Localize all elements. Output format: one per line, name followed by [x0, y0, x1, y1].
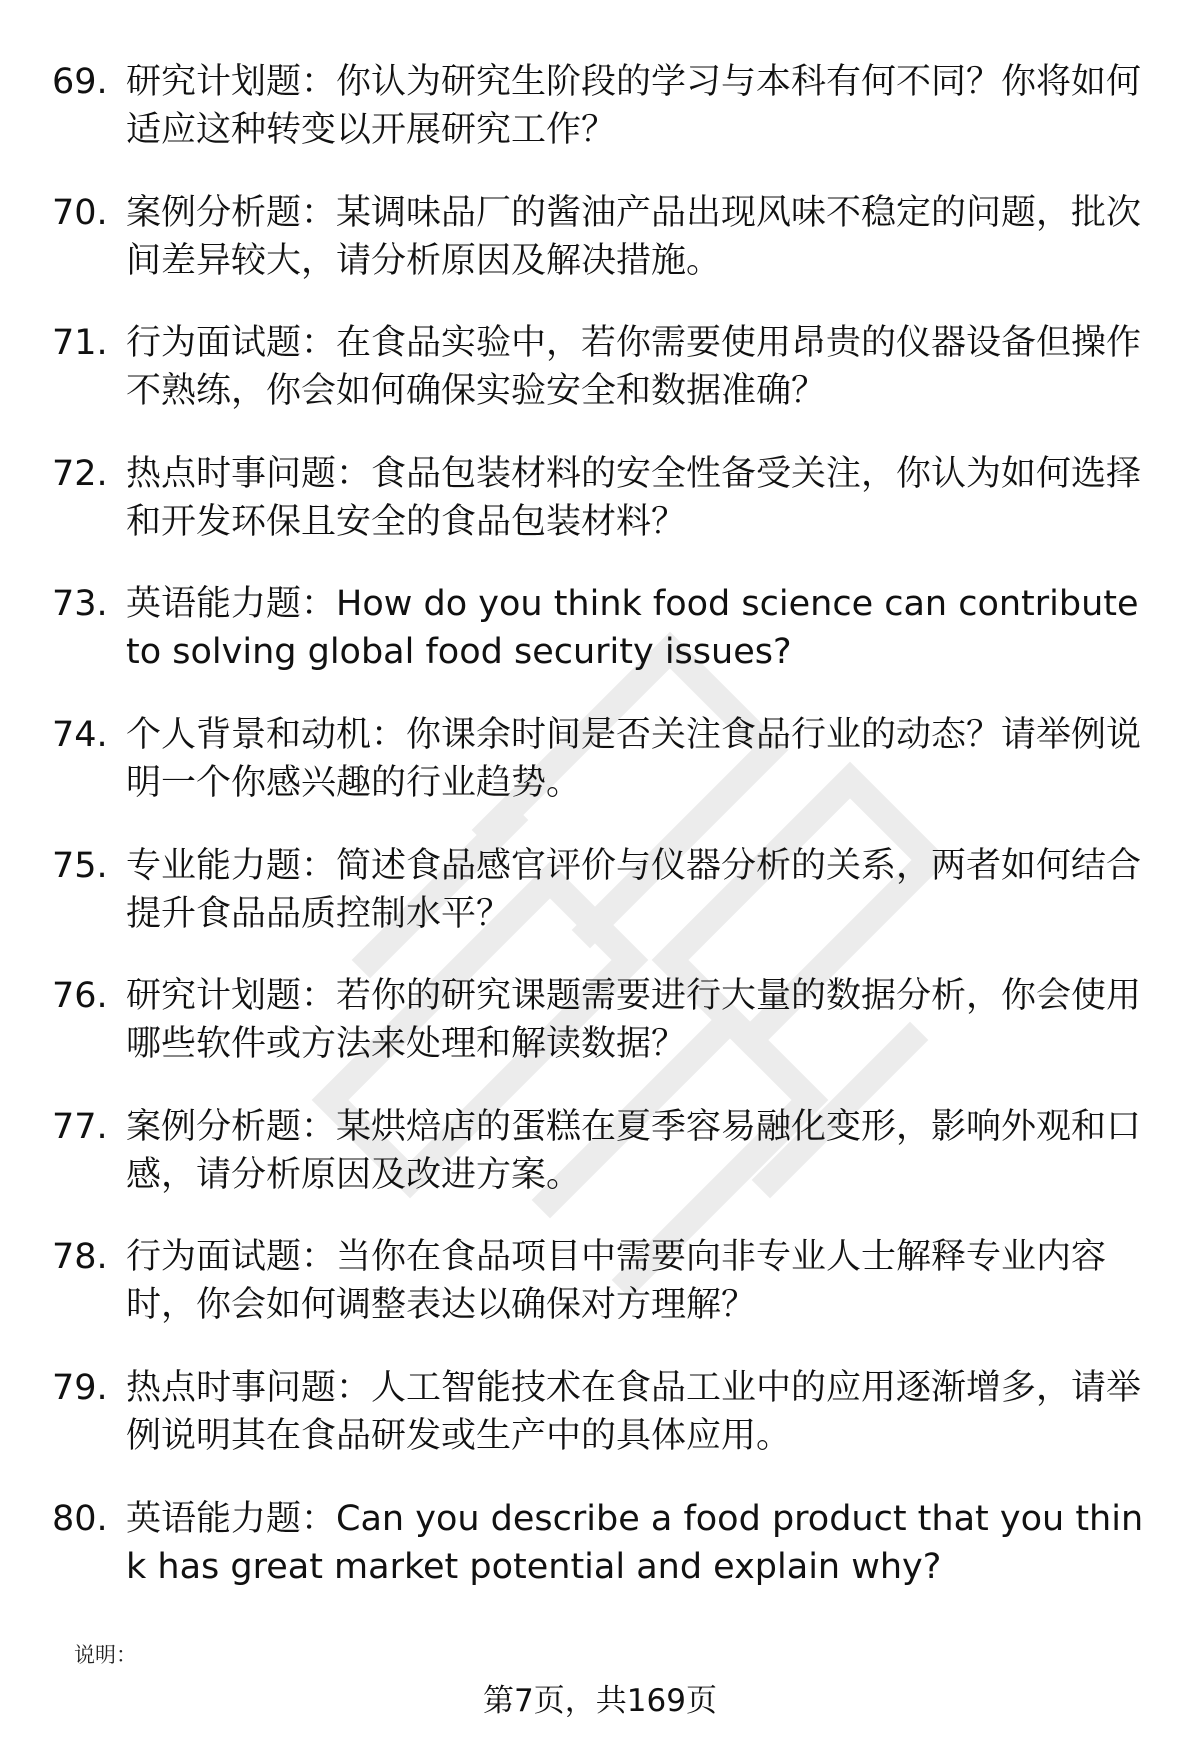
question-item — [52, 1103, 1147, 1199]
question-text — [126, 1495, 1147, 1591]
question-number: 77. — [52, 1106, 108, 1147]
question-item — [52, 842, 1147, 938]
question-category: 专业能力题 — [126, 845, 302, 886]
question-number: 69. — [52, 62, 108, 102]
question-number: 75. — [52, 845, 108, 886]
question-text — [126, 450, 1147, 546]
category-separator: ： — [301, 976, 337, 1017]
question-number: 73. — [52, 584, 108, 625]
question-text — [126, 1364, 1147, 1460]
question-item — [52, 1233, 1147, 1329]
question-category: 英语能力题 — [126, 1498, 302, 1539]
category-separator: ： — [301, 192, 337, 233]
question-item — [52, 1495, 1147, 1591]
question-body: 若你的研究课题需要进行大量的数据分析，你会使用哪些软件或方法来处理和解读数据？ — [126, 976, 1142, 1065]
question-list — [52, 58, 1147, 1625]
category-separator: ： — [336, 453, 372, 494]
category-separator: ： — [301, 323, 337, 364]
question-category: 行为面试题 — [126, 1237, 302, 1278]
question-number: 72. — [52, 453, 108, 494]
category-separator: ： — [301, 62, 337, 102]
question-text — [126, 1103, 1147, 1199]
question-text — [126, 972, 1147, 1068]
question-category: 热点时事问题 — [126, 453, 337, 494]
question-body: 人工智能技术在食品工业中的应用逐渐增多，请举例说明其在食品研发或生产中的具体应用。 — [126, 1367, 1142, 1456]
question-body: 在食品实验中，若你需要使用昂贵的仪器设备但操作不熟练，你会如何确保实验安全和数据准确？ — [126, 323, 1142, 412]
question-text — [126, 711, 1147, 807]
category-separator: ： — [301, 1498, 337, 1539]
question-item — [52, 711, 1147, 807]
question-item — [52, 319, 1147, 415]
question-body: 简述食品感官评价与仪器分析的关系，两者如何结合提升食品品质控制水平？ — [126, 845, 1142, 934]
question-body: 当你在食品项目中需要向非专业人士解释专业内容时，你会如何调整表达以确保对方理解？ — [126, 1237, 1107, 1326]
question-category: 热点时事问题 — [126, 1367, 337, 1408]
question-text — [126, 1233, 1147, 1329]
question-item — [52, 972, 1147, 1068]
question-category: 行为面试题 — [126, 323, 302, 364]
category-separator: ： — [336, 1367, 372, 1408]
question-item — [52, 580, 1147, 676]
question-body: 某调味品厂的酱油产品出现风味不稳定的问题，批次间差异较大，请分析原因及解决措施。 — [126, 192, 1142, 281]
question-body: 某烘焙店的蛋糕在夏季容易融化变形，影响外观和口感，请分析原因及改进方案。 — [126, 1106, 1142, 1195]
question-body: 你认为研究生阶段的学习与本科有何不同？你将如何适应这种转变以开展研究工作？ — [126, 62, 1142, 150]
category-separator: ： — [301, 584, 337, 625]
question-number: 79. — [52, 1367, 108, 1408]
question-category: 研究计划题 — [126, 976, 302, 1017]
category-separator: ： — [301, 1106, 337, 1147]
question-number: 78. — [52, 1237, 108, 1278]
question-category: 案例分析题 — [126, 192, 302, 233]
question-number: 80. — [52, 1498, 108, 1539]
question-category: 研究计划题 — [126, 62, 302, 102]
page-number-footer: 第7页，共169页 — [483, 1683, 717, 1719]
question-body: Can you describe a food product that you think has great market potential and explain why? — [126, 1498, 1144, 1587]
question-body: 食品包装材料的安全性备受关注，你认为如何选择和开发环保且安全的食品包装材料？ — [126, 453, 1142, 542]
question-item — [52, 58, 1147, 154]
question-text — [126, 58, 1147, 154]
question-number: 76. — [52, 976, 108, 1017]
question-text — [126, 319, 1147, 415]
question-number: 74. — [52, 714, 108, 755]
question-number: 71. — [52, 323, 108, 364]
question-category: 英语能力题 — [126, 584, 302, 625]
question-item — [52, 450, 1147, 546]
question-text — [126, 842, 1147, 938]
question-text — [126, 189, 1147, 285]
question-body: How do you think food science can contribute to solving global food security issues? — [126, 584, 1139, 673]
question-body: 你课余时间是否关注食品行业的动态？请举例说明一个你感兴趣的行业趋势。 — [126, 714, 1142, 803]
category-separator: ： — [371, 714, 407, 755]
note-label: 说明： — [74, 1643, 137, 1667]
question-number: 70. — [52, 192, 108, 233]
category-separator: ： — [301, 845, 337, 886]
question-item — [52, 189, 1147, 285]
question-item — [52, 1364, 1147, 1460]
question-text — [126, 580, 1147, 676]
category-separator: ： — [301, 1237, 337, 1278]
question-category: 个人背景和动机 — [126, 714, 372, 755]
question-category: 案例分析题 — [126, 1106, 302, 1147]
